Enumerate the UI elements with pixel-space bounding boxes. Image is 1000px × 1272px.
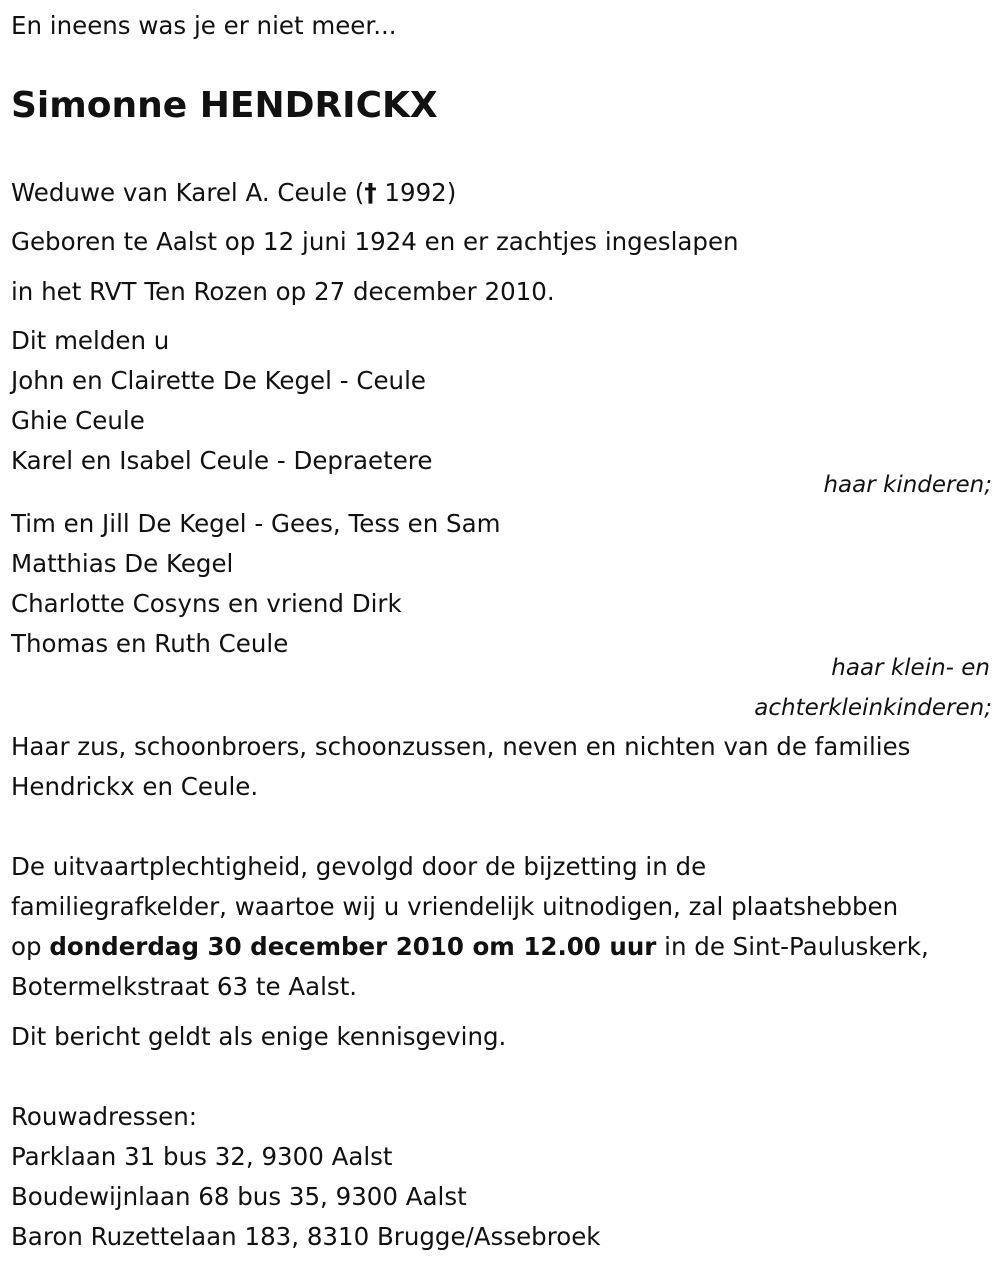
grandchildren-label-2: achterkleinkinderen; [754,695,992,721]
ceremony-date: donderdag 30 december 2010 om 12.00 uur [49,932,657,961]
notice-line: Dit bericht geldt als enige kennisgeving. [11,1022,507,1051]
family-line-1: Haar zus, schoonbroers, schoonzussen, neven en nichten van de families [11,732,911,761]
ceremony-line-3 [11,927,929,967]
grandchildren-label-1: haar klein- en [831,655,990,681]
ceremony-line-2: familiegrafkelder, waartoe wij u vriendelijk uitnodigen, zal plaatshebben [11,892,899,921]
ceremony-line-4: Botermelkstraat 63 te Aalst. [11,972,358,1001]
grandchild-item: Thomas en Ruth Ceule [11,629,289,658]
ceremony-line-1: De uitvaartplechtigheid, gevolgd door de bijzetting in de [11,852,707,881]
deceased-name: Simonne HENDRICKX [11,85,438,126]
children-label: haar kinderen; [823,472,992,498]
widow-line [11,173,456,213]
ceremony-prefix: op [11,932,42,961]
widow-prefix: Weduwe van Karel A. Ceule ( [11,178,365,207]
address-item: Parklaan 31 bus 32, 9300 Aalst [11,1142,393,1171]
family-line-2: Hendrickx en Ceule. [11,772,259,801]
cross-icon: † [364,178,377,207]
address-item: Baron Ruzettelaan 183, 8310 Brugge/Assebroek [11,1222,601,1251]
birth-line-1: Geboren te Aalst op 12 juni 1924 en er zachtjes ingeslapen [11,227,739,256]
grandchild-item: Charlotte Cosyns en vriend Dirk [11,589,402,618]
grandchild-item: Matthias De Kegel [11,549,234,578]
ceremony-suffix: in de Sint-Pauluskerk, [664,932,929,961]
child-item: John en Clairette De Kegel - Ceule [11,366,426,395]
announce-line: Dit melden u [11,326,170,355]
address-item: Boudewijnlaan 68 bus 35, 9300 Aalst [11,1182,467,1211]
birth-line-2: in het RVT Ten Rozen op 27 december 2010. [11,277,555,306]
child-item: Karel en Isabel Ceule - Depraetere [11,446,433,475]
widow-suffix: 1992) [384,178,457,207]
addresses-heading: Rouwadressen: [11,1102,198,1131]
intro-line: En ineens was je er niet meer... [11,11,397,40]
child-item: Ghie Ceule [11,406,145,435]
grandchild-item: Tim en Jill De Kegel - Gees, Tess en Sam [11,509,501,538]
